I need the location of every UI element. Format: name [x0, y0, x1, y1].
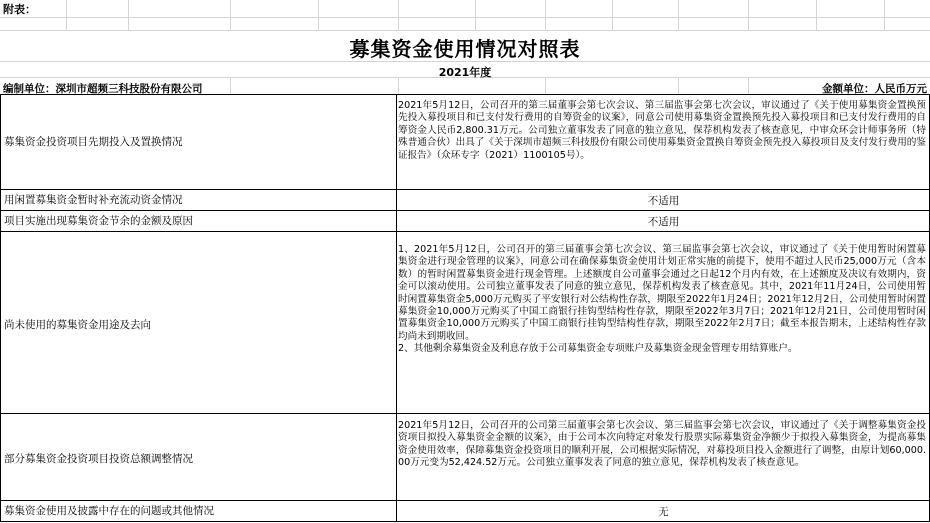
row-label-advance-investment: 募集资金投资项目先期投入及置换情况: [4, 136, 183, 148]
unused-funds-paragraph-1: 1、2021年5月12日，公司召开的第三届董事会第七次会议、第三届监事会第七次会议，审议通过了《关于使用暂时闲置募集资金进行现金管理的议案》，同意公司在确保募集资金使用计划正常实施的前提下，使用不超过人民币25,000万元（含本数）的暂时闲置募集资金进行现金管理。上述额度自公司董事会通过之日起12个月内有效，在上述额度及决议有效期内，资金可以滚动使用。公司独立董事发表了同意的独立意见，保荐机构发表了核查意见。其中，2021年11月24日，公司使用暂时闲置募集资金5,000万元购买了平安银行对公结构性存款，期限至2022年1月24日；2021年12月2日，公司使用暂时闲置募集资金10,000万元购买了中国工商银行挂钩型结构性存款，期限至2022年3月7日；2021年12月21日，公司使用暂时闲置募集资金10,000万元购买了中国工商银行挂钩型结构性存款，期限至2022年2月7日；截至本报告期末，上述结构性存款均尚未到期收回。: [398, 244, 926, 342]
row-label-other-issues: 募集资金使用及披露中存在的问题或其他情况: [4, 505, 214, 517]
row-label-surplus-funds: 项目实施出现募集资金节余的金额及原因: [4, 215, 193, 227]
compiler-unit: 编制单位：深圳市超频三科技股份有限公司: [3, 83, 203, 95]
row-label-unused-funds: 尚未使用的募集资金用途及去向: [4, 319, 151, 331]
row-content-other-issues: 无: [658, 506, 669, 518]
row-label-working-capital: 用闲置募集资金暂时补充流动资金情况: [4, 194, 183, 206]
row-content-unused-funds: [398, 244, 926, 356]
row-label-investment-adjustment: 部分募集资金投资项目投资总额调整情况: [4, 453, 193, 465]
row-content-investment-adjustment: 2021年5月12日，公司召开的公司第三届董事会第七次会议、第三届监事会第七次会议，审议通过了《关于调整募集资金投资项目拟投入募集资金金额的议案》，由于公司本次向特定对象发行股票实际募集资金净额少于拟投入募集资金，为提高募集资金使用效率，保障募集资金投资项目的顺利开展，公司根据实际情况，对募投项目投入金额进行了调整，由原计划60,000.00万元变为52,424.52万元。公司独立董事发表了同意的独立意见，保荐机构发表了核查意见。: [398, 420, 926, 469]
unused-funds-paragraph-2: 2、其他剩余募集资金及利息存放于公司募集资金专项账户及募集资金现金管理专用结算账户。: [398, 343, 798, 355]
row-content-working-capital: 不适用: [647, 195, 680, 207]
report-year: 2021年度: [438, 66, 492, 79]
row-content-advance-investment: 2021年5月12日，公司召开的第三届董事会第七次会议、第三届监事会第七次会议，审议通过了《关于使用募集资金置换预先投入募投项目和已支付发行费用的自筹资金的议案》，同意公司使用募集资金置换预先投入募投项目和已支付发行费用的自筹资金人民币2,800.31万元。公司独立董事发表了同意的独立意见，保荐机构发表了核查意见，中审众环会计师事务所（特殊普通合伙）出具了《关于深圳市超频三科技股份有限公司使用募集资金置换自筹资金预先投入募投项目及支付发行费用的鉴证报告》（众环专字（2021）1100105号）。: [398, 100, 926, 161]
row-content-surplus-funds: 不适用: [647, 216, 680, 228]
attachment-label: 附表：: [3, 3, 36, 16]
page-title: 募集资金使用情况对照表: [349, 37, 581, 61]
amount-unit: 金额单位：人民币万元: [822, 83, 927, 95]
